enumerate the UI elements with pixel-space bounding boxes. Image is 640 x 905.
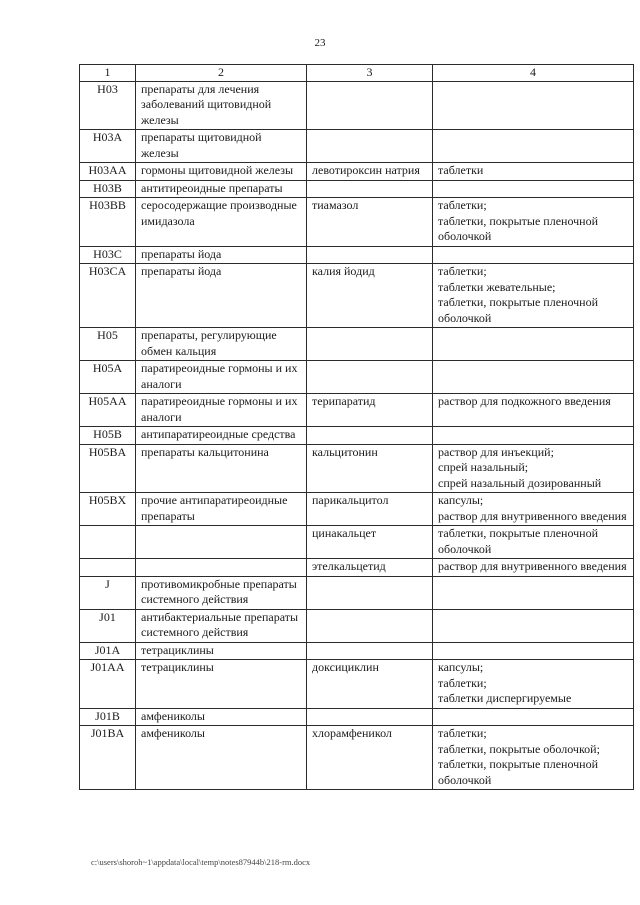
substance-cell: [307, 130, 433, 163]
group-name-cell: гормоны щитовидной железы: [136, 163, 307, 181]
table-row: [80, 264, 634, 328]
atc-code-cell: H03B: [80, 180, 136, 198]
dosage-forms-cell: [433, 180, 634, 198]
group-name-cell: препараты щитовидной железы: [136, 130, 307, 163]
atc-code-cell: H03CA: [80, 264, 136, 328]
atc-code-cell: J01B: [80, 708, 136, 726]
table-row: [80, 660, 634, 709]
group-name-cell: тетрациклины: [136, 660, 307, 709]
table-row: [80, 361, 634, 394]
dosage-forms-cell: [433, 576, 634, 609]
atc-code-cell: H05A: [80, 361, 136, 394]
group-name-cell: [136, 559, 307, 577]
group-name-cell: противомикробные препараты системного действия: [136, 576, 307, 609]
atc-code-cell: H03: [80, 81, 136, 130]
atc-code-cell: J01A: [80, 642, 136, 660]
dosage-forms-cell: [433, 361, 634, 394]
atc-code-cell: H05: [80, 328, 136, 361]
table-row: [80, 394, 634, 427]
table-row: [80, 526, 634, 559]
table-row: [80, 609, 634, 642]
group-name-cell: препараты йода: [136, 246, 307, 264]
table-body: [80, 81, 634, 790]
group-name-cell: прочие антипаратиреоидные препараты: [136, 493, 307, 526]
substance-cell: доксициклин: [307, 660, 433, 709]
group-name-cell: серосодержащие производные имидазола: [136, 198, 307, 247]
dosage-forms-cell: таблетки: [433, 163, 634, 181]
group-name-cell: тетрациклины: [136, 642, 307, 660]
table-row: [80, 246, 634, 264]
substance-cell: терипаратид: [307, 394, 433, 427]
group-name-cell: препараты кальцитонина: [136, 444, 307, 493]
table-row: [80, 493, 634, 526]
atc-code-cell: [80, 559, 136, 577]
substance-cell: [307, 427, 433, 445]
footer-file-path: c:\users\shoroh~1\appdata\local\temp\notes87944b\218-rm.docx: [91, 857, 311, 867]
dosage-forms-cell: таблетки; таблетки, покрытые оболочкой; таблетки, покрытые пленочной оболочкой: [433, 726, 634, 790]
substance-cell: хлорамфеникол: [307, 726, 433, 790]
group-name-cell: амфениколы: [136, 708, 307, 726]
group-name-cell: антипаратиреоидные средства: [136, 427, 307, 445]
dosage-forms-cell: [433, 328, 634, 361]
table-row: [80, 328, 634, 361]
table-row: [80, 427, 634, 445]
atc-code-cell: J01AA: [80, 660, 136, 709]
atc-code-cell: J01: [80, 609, 136, 642]
table-row: [80, 444, 634, 493]
dosage-forms-cell: [433, 427, 634, 445]
substance-cell: [307, 328, 433, 361]
table-row: [80, 81, 634, 130]
substance-cell: [307, 361, 433, 394]
dosage-forms-cell: таблетки; таблетки, покрытые пленочной оболочкой: [433, 198, 634, 247]
substance-cell: [307, 180, 433, 198]
substance-cell: кальцитонин: [307, 444, 433, 493]
group-name-cell: паратиреоидные гормоны и их аналоги: [136, 361, 307, 394]
table-row: [80, 180, 634, 198]
substance-cell: парикальцитол: [307, 493, 433, 526]
dosage-forms-cell: раствор для подкожного введения: [433, 394, 634, 427]
atc-table: [79, 64, 634, 790]
dosage-forms-cell: [433, 708, 634, 726]
atc-code-cell: H05B: [80, 427, 136, 445]
substance-cell: [307, 81, 433, 130]
substance-cell: [307, 576, 433, 609]
dosage-forms-cell: таблетки, покрытые пленочной оболочкой: [433, 526, 634, 559]
dosage-forms-cell: [433, 642, 634, 660]
atc-code-cell: H05BX: [80, 493, 136, 526]
dosage-forms-cell: [433, 246, 634, 264]
substance-cell: [307, 246, 433, 264]
atc-code-cell: [80, 526, 136, 559]
group-name-cell: амфениколы: [136, 726, 307, 790]
dosage-forms-cell: капсулы; таблетки; таблетки диспергируемые: [433, 660, 634, 709]
dosage-forms-cell: таблетки; таблетки жевательные; таблетки, покрытые пленочной оболочкой: [433, 264, 634, 328]
atc-code-cell: J01BA: [80, 726, 136, 790]
column-header: 4: [433, 65, 634, 82]
group-name-cell: антибактериальные препараты системного действия: [136, 609, 307, 642]
page-number: 23: [314, 37, 326, 49]
dosage-forms-cell: [433, 609, 634, 642]
table-row: [80, 559, 634, 577]
dosage-forms-cell: капсулы; раствор для внутривенного введения: [433, 493, 634, 526]
atc-code-cell: H03BB: [80, 198, 136, 247]
atc-code-cell: J: [80, 576, 136, 609]
atc-code-cell: H05BA: [80, 444, 136, 493]
dosage-forms-cell: [433, 130, 634, 163]
substance-cell: [307, 708, 433, 726]
column-header: 3: [307, 65, 433, 82]
header-row: [80, 65, 634, 82]
group-name-cell: [136, 526, 307, 559]
table-row: [80, 130, 634, 163]
substance-cell: этелкальцетид: [307, 559, 433, 577]
substance-cell: [307, 642, 433, 660]
group-name-cell: паратиреоидные гормоны и их аналоги: [136, 394, 307, 427]
group-name-cell: препараты йода: [136, 264, 307, 328]
substance-cell: цинакальцет: [307, 526, 433, 559]
group-name-cell: препараты, регулирующие обмен кальция: [136, 328, 307, 361]
group-name-cell: антитиреоидные препараты: [136, 180, 307, 198]
table-row: [80, 576, 634, 609]
atc-code-cell: H03AA: [80, 163, 136, 181]
group-name-cell: препараты для лечения заболеваний щитовидной железы: [136, 81, 307, 130]
column-header: 2: [136, 65, 307, 82]
substance-cell: калия йодид: [307, 264, 433, 328]
table-row: [80, 198, 634, 247]
table-row: [80, 726, 634, 790]
substance-cell: [307, 609, 433, 642]
column-header: 1: [80, 65, 136, 82]
substance-cell: тиамазол: [307, 198, 433, 247]
table-row: [80, 642, 634, 660]
dosage-forms-cell: раствор для инъекций; спрей назальный; спрей назальный дозированный: [433, 444, 634, 493]
substance-cell: левотироксин натрия: [307, 163, 433, 181]
atc-code-cell: H03C: [80, 246, 136, 264]
dosage-forms-cell: [433, 81, 634, 130]
table-row: [80, 163, 634, 181]
atc-code-cell: H05AA: [80, 394, 136, 427]
atc-code-cell: H03A: [80, 130, 136, 163]
dosage-forms-cell: раствор для внутривенного введения: [433, 559, 634, 577]
table-row: [80, 708, 634, 726]
